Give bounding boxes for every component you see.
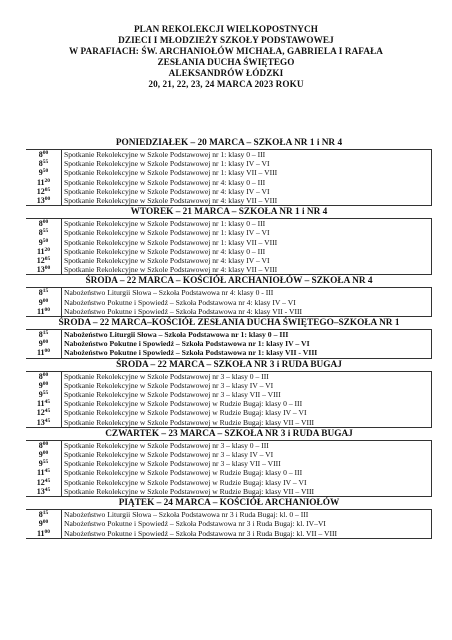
table-row	[26, 307, 432, 317]
table-row	[26, 238, 432, 247]
header-line-3: W PARAFIACH: ŚW. ARCHANIOŁÓW MICHAŁA, GABRIELA I RAFAŁA	[68, 46, 384, 56]
description-cell: Spotkanie Rekolekcyjne w Szkole Podstawowej nr 1: klasy IV – VI	[62, 159, 432, 168]
description-cell: Nabożeństwo Liturgii Słowa – Szkoła Podstawowa nr 1: klasy 0 – III	[62, 330, 432, 340]
description-cell: Nabożeństwo Pokutne i Spowiedź – Szkoła Podstawowa nr 1: klasy VII - VIII	[62, 348, 432, 358]
time-cell: $9^{50}$	[38, 237, 49, 247]
description-cell: Spotkanie Rekolekcyjne w Szkole Podstawowej nr 4: klasy 0 – III	[62, 247, 432, 256]
table-row	[26, 288, 432, 298]
table-row	[26, 459, 432, 468]
schedule-table-thursday	[26, 440, 432, 497]
time-cell: $8^{00}$	[26, 150, 62, 160]
table-row	[26, 487, 432, 497]
description-cell: Spotkanie Rekolekcyjne w Szkole Podstawowej nr 1: klasy IV – VI	[62, 228, 432, 237]
description-cell: Spotkanie Rekolekcyjne w Szkole Podstawowej nr 3 – klasy VII – VIII	[62, 459, 432, 468]
time-cell: $8^{15}$	[26, 330, 62, 340]
description-cell: Nabożeństwo Pokutne i Spowiedź – Szkoła Podstawowa nr 3 i Ruda Bugaj: kl. VII – VIII	[62, 529, 432, 539]
time-cell: $9^{55}$	[38, 390, 49, 400]
time-cell: $9^{00}$	[38, 380, 49, 390]
description-cell: Spotkanie Rekolekcyjne w Szkole Podstawowej nr 3 – klasy IV – VI	[62, 381, 432, 390]
schedule-table-friday	[26, 509, 432, 539]
header-line-1: PLAN REKOLEKCJI WIELKOPOSTNYCH	[133, 24, 319, 34]
day-title-tuesday: WTOREK – 21 MARCA – SZKOŁA NR 1 i NR 4	[130, 207, 328, 218]
description-cell: Nabożeństwo Pokutne i Spowiedź – Szkoła Podstawowa nr 4: klasy VII - VIII	[62, 307, 432, 317]
schedule-table-tuesday	[26, 218, 432, 275]
day-title-wednesday-archangels: ŚRODA – 22 MARCA – KOŚCIÓŁ ARCHANIOŁÓW – SZKOŁA NR 4	[85, 276, 373, 287]
description-cell: Spotkanie Rekolekcyjne w Szkole Podstawowej nr 1: klasy VII – VIII	[62, 238, 432, 247]
table-row	[26, 510, 432, 520]
table-row	[26, 150, 432, 160]
description-cell: Spotkanie Rekolekcyjne w Szkole Podstawowej nr 4: klasy IV – VI	[62, 256, 432, 265]
schedule-table-monday	[26, 149, 432, 206]
header-line-2: DZIECI I MŁODZIEŻY SZKOŁY PODSTAWOWEJ	[118, 35, 334, 45]
time-cell: $8^{00}$	[26, 440, 62, 450]
time-cell: $13^{00}$	[26, 196, 62, 206]
table-row	[26, 247, 432, 256]
time-cell: $9^{00}$	[38, 339, 49, 349]
description-cell: Spotkanie Rekolekcyjne w Szkole Podstawowej nr 3 – klasy 0 – III	[62, 440, 432, 450]
time-cell: $13^{00}$	[26, 265, 62, 275]
description-cell: Spotkanie Rekolekcyjne w Szkole Podstawowej nr 3 – klasy 0 – III	[62, 371, 432, 381]
time-cell: $11^{00}$	[26, 348, 62, 358]
document-header	[0, 24, 452, 90]
table-row	[26, 330, 432, 340]
day-title-friday: PIĄTEK – 24 MARCA – KOŚCIÓŁ ARCHANIOŁÓW	[118, 498, 340, 509]
description-cell: Nabożeństwo Pokutne i Spowiedź – Szkoła Podstawowa nr 3 i Ruda Bugaj: kl. IV–VI	[62, 519, 432, 528]
time-cell: $11^{00}$	[26, 529, 62, 539]
day-title-monday: PONIEDZIAŁEK – 20 MARCA – SZKOŁA NR 1 i NR 4	[115, 138, 343, 148]
time-cell: $8^{15}$	[26, 288, 62, 298]
time-cell: $8^{55}$	[38, 159, 49, 169]
day-title-wednesday-school-3: ŚRODA – 22 MARCA – SZKOŁA NR 3 i RUDA BUGAJ	[116, 359, 342, 370]
time-cell: $13^{45}$	[26, 418, 62, 428]
description-cell: Spotkanie Rekolekcyjne w Szkole Podstawowej nr 1: klasy 0 – III	[62, 219, 432, 229]
header-line-4: ZESŁANIA DUCHA ŚWIĘTEGO	[157, 57, 295, 67]
time-cell: $12^{45}$	[36, 408, 51, 418]
table-row	[26, 440, 432, 450]
table-row	[26, 178, 432, 187]
time-cell: $9^{00}$	[38, 519, 49, 529]
table-row	[26, 196, 432, 206]
header-line-6: 20, 21, 22, 23, 24 MARCA 2023 ROKU	[148, 79, 304, 89]
time-cell: $11^{20}$	[36, 177, 51, 187]
description-cell: Spotkanie Rekolekcyjne w Szkole Podstawowej nr 3 – klasy VII – VIII	[62, 390, 432, 399]
time-cell: $11^{20}$	[36, 246, 51, 256]
description-cell: Spotkanie Rekolekcyjne w Szkole Podstawowej nr 1: klasy 0 – III	[62, 150, 432, 160]
description-cell: Spotkanie Rekolekcyjne w Szkole Podstawowej nr 4: klasy 0 – III	[62, 178, 432, 187]
description-cell: Spotkanie Rekolekcyjne w Szkole Podstawowej w Rudzie Bugaj: klasy IV – VI	[62, 408, 432, 417]
time-cell: $13^{45}$	[26, 487, 62, 497]
schedule-table-wednesday-archangels	[26, 287, 432, 317]
schedule-table-wednesday-school-3	[26, 371, 432, 428]
time-cell: $8^{00}$	[26, 219, 62, 229]
description-cell: Spotkanie Rekolekcyjne w Szkole Podstawowej w Rudzie Bugaj: klasy 0 – III	[62, 468, 432, 477]
description-cell: Nabożeństwo Liturgii Słowa – Szkoła Podstawowa nr 3 i Ruda Bugaj: kl. 0 – III	[62, 510, 432, 520]
table-row	[26, 478, 432, 487]
day-title-thursday: CZWARTEK – 23 MARCA – SZKOŁA NR 3 i RUDA BUGAJ	[105, 428, 353, 439]
table-row	[26, 468, 432, 477]
time-cell: $9^{00}$	[38, 297, 49, 307]
time-cell: $8^{55}$	[38, 228, 49, 238]
time-cell: $9^{50}$	[38, 168, 49, 178]
table-row	[26, 519, 432, 528]
time-cell: $11^{45}$	[36, 399, 51, 409]
description-cell: Spotkanie Rekolekcyjne w Szkole Podstawowej nr 4: klasy VII – VIII	[62, 196, 432, 206]
schedule-table-wednesday-holy-spirit	[26, 329, 432, 359]
table-row	[26, 399, 432, 408]
table-row	[26, 256, 432, 265]
table-row	[26, 265, 432, 275]
description-cell: Spotkanie Rekolekcyjne w Szkole Podstawowej nr 4: klasy VII – VIII	[62, 265, 432, 275]
table-row	[26, 450, 432, 459]
description-cell: Spotkanie Rekolekcyjne w Szkole Podstawowej nr 4: klasy IV – VI	[62, 187, 432, 196]
time-cell: $9^{55}$	[38, 459, 49, 469]
table-row	[26, 390, 432, 399]
table-row	[26, 228, 432, 237]
table-row	[26, 219, 432, 229]
time-cell: $12^{05}$	[36, 186, 51, 196]
time-cell: $8^{00}$	[26, 371, 62, 381]
description-cell: Nabożeństwo Liturgii Słowa – Szkoła Podstawowa nr 4: klasy 0 - III	[62, 288, 432, 298]
table-row	[26, 298, 432, 307]
table-row	[26, 418, 432, 428]
table-row	[26, 348, 432, 358]
table-row	[26, 168, 432, 177]
description-cell: Spotkanie Rekolekcyjne w Szkole Podstawowej w Rudzie Bugaj: klasy IV – VI	[62, 478, 432, 487]
description-cell: Spotkanie Rekolekcyjne w Szkole Podstawowej w Rudzie Bugaj: klasy 0 – III	[62, 399, 432, 408]
time-cell: $11^{45}$	[36, 468, 51, 478]
table-row	[26, 408, 432, 417]
time-cell: $8^{15}$	[26, 510, 62, 520]
description-cell: Nabożeństwo Pokutne i Spowiedź – Szkoła Podstawowa nr 4: klasy IV – VI	[62, 298, 432, 307]
description-cell: Spotkanie Rekolekcyjne w Szkole Podstawowej w Rudzie Bugaj: klasy VII – VIII	[62, 418, 432, 428]
table-row	[26, 371, 432, 381]
time-cell: $9^{00}$	[38, 450, 49, 460]
schedule	[26, 137, 432, 539]
description-cell: Spotkanie Rekolekcyjne w Szkole Podstawowej w Rudzie Bugaj: klasy VII – VIII	[62, 487, 432, 497]
table-row	[26, 381, 432, 390]
time-cell: $11^{00}$	[26, 307, 62, 317]
table-row	[26, 187, 432, 196]
description-cell: Spotkanie Rekolekcyjne w Szkole Podstawowej nr 1: klasy VII – VIII	[62, 168, 432, 177]
header-line-5: ALEKSANDRÓW ŁÓDZKI	[168, 68, 284, 78]
table-row	[26, 159, 432, 168]
day-title-wednesday-holy-spirit: ŚRODA – 22 MARCA–KOŚCIÓŁ ZESŁANIA DUCHA ŚWIĘTEGO–SZKOŁA NR 1	[58, 318, 400, 329]
description-cell: Nabożeństwo Pokutne i Spowiedź – Szkoła Podstawowa nr 1: klasy IV – VI	[62, 339, 432, 348]
time-cell: $12^{05}$	[36, 256, 51, 266]
table-row	[26, 529, 432, 539]
table-row	[26, 339, 432, 348]
description-cell: Spotkanie Rekolekcyjne w Szkole Podstawowej nr 3 – klasy IV – VI	[62, 450, 432, 459]
time-cell: $12^{45}$	[36, 477, 51, 487]
